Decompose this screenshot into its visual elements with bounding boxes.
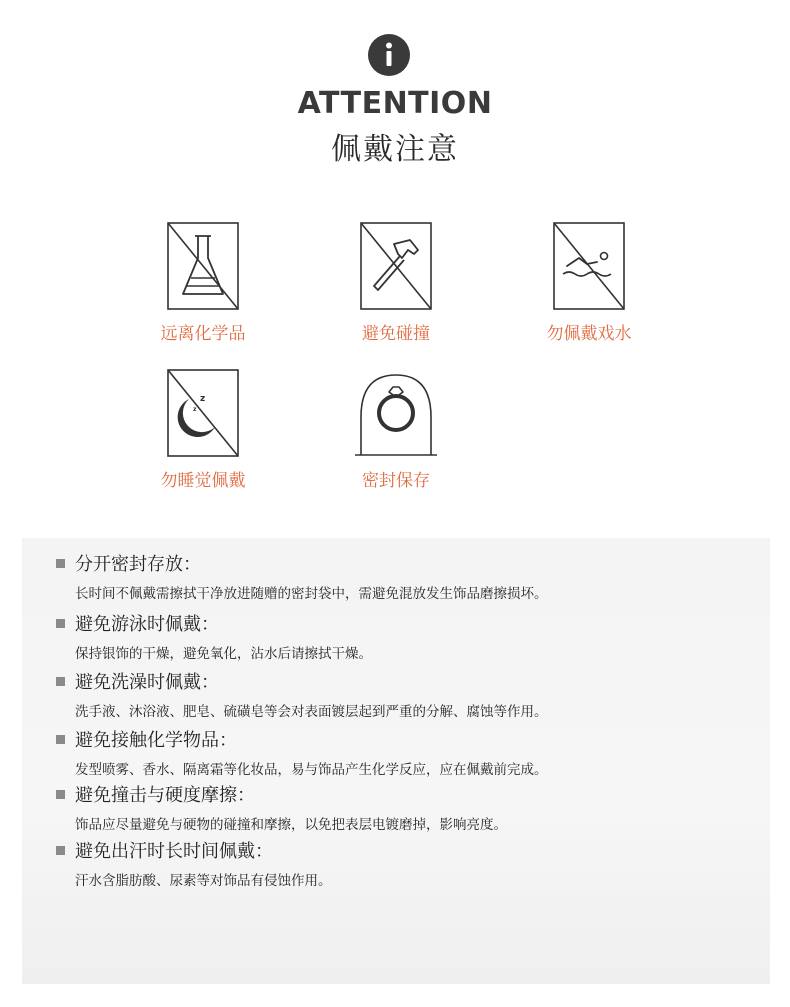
note-item: [56, 726, 548, 778]
icon-label-swimming: 勿佩戴戏水: [546, 324, 632, 344]
note-title: 分开密封存放：: [75, 554, 201, 575]
flask-prohibited-icon: [167, 222, 239, 310]
icon-label-sleeping: 勿睡觉佩戴: [160, 471, 246, 491]
bullet-square-icon: [56, 559, 65, 568]
note-title: 避免出汗时长时间佩戴：: [75, 841, 273, 862]
icon-cell-chemicals: [150, 222, 256, 344]
icon-cell-collision: [343, 222, 449, 344]
bullet-square-icon: [56, 619, 65, 628]
note-body: 发型喷雾、香水、隔离霜等化妆品，易与饰品产生化学反应，应在佩戴前完成。: [75, 762, 548, 778]
hammer-prohibited-icon: [360, 222, 432, 310]
note-item: [56, 550, 548, 602]
bullet-square-icon: [56, 677, 65, 686]
note-title: 避免撞击与硬度摩擦：: [75, 785, 255, 806]
note-body: 保持银饰的干燥，避免氧化，沾水后请擦拭干燥。: [75, 646, 372, 662]
note-body: 饰品应尽量避免与硬物的碰撞和摩擦，以免把表层电镀磨掉，影响亮度。: [75, 817, 507, 833]
note-item: [56, 668, 548, 720]
note-item: [56, 781, 507, 833]
bullet-square-icon: [56, 790, 65, 799]
icon-cell-sleeping: [150, 369, 256, 491]
icon-label-collision: 避免碰撞: [362, 324, 430, 344]
note-item: [56, 610, 372, 662]
note-item: [56, 837, 332, 889]
wearing-notice-title: 佩戴注意: [331, 132, 459, 167]
info-icon: [368, 34, 410, 76]
icon-cell-swimming: [536, 222, 642, 344]
svg-text:z: z: [200, 394, 206, 404]
bullet-square-icon: [56, 735, 65, 744]
svg-text:z: z: [193, 406, 197, 413]
note-title: 避免接触化学物品：: [75, 730, 237, 751]
sleeping-prohibited-icon: [167, 369, 239, 457]
note-body: 洗手液、沐浴液、肥皂、硫磺皂等会对表面镀层起到严重的分解、腐蚀等作用。: [75, 704, 548, 720]
care-notes-panel: [22, 538, 770, 984]
attention-title: ATTENTION: [297, 86, 493, 121]
note-title: 避免游泳时佩戴：: [75, 614, 219, 635]
icon-cell-sealed: [343, 369, 449, 491]
swimming-prohibited-icon: [553, 222, 625, 310]
icon-label-chemicals: 远离化学品: [160, 324, 246, 344]
bullet-square-icon: [56, 846, 65, 855]
icon-label-sealed: 密封保存: [362, 471, 430, 491]
note-body: 汗水含脂肪酸、尿素等对饰品有侵蚀作用。: [75, 873, 332, 889]
note-body: 长时间不佩戴需擦拭干净放进随赠的密封袋中，需避免混放发生饰品磨擦损坏。: [75, 586, 548, 602]
note-title: 避免洗澡时佩戴：: [75, 672, 219, 693]
ring-box-icon: [351, 369, 441, 457]
